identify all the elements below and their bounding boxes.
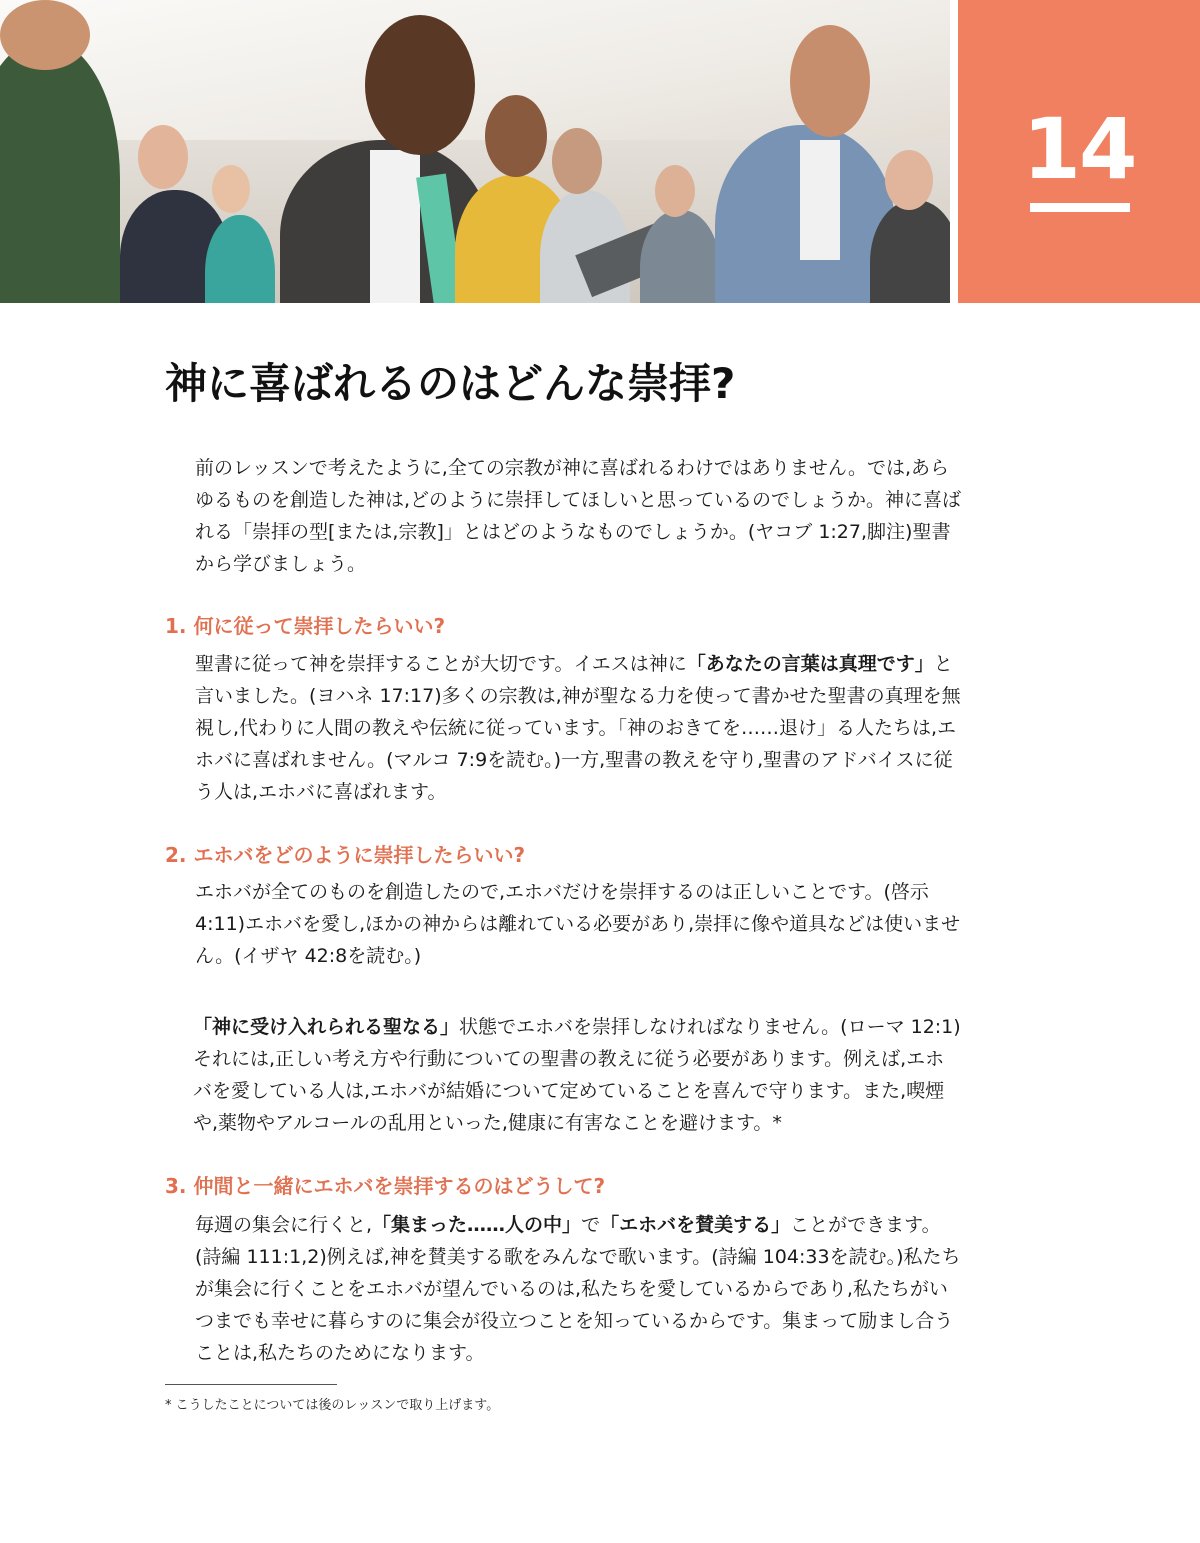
footnote-divider bbox=[165, 1384, 337, 1385]
page-title: 神に喜ばれるのはどんな崇拝? bbox=[165, 359, 736, 408]
hero-head bbox=[138, 125, 188, 189]
section-1-paragraph bbox=[195, 648, 965, 808]
section-3-paragraph bbox=[195, 1209, 965, 1369]
hero-head bbox=[552, 128, 602, 194]
section-3-text-c: で bbox=[581, 1214, 601, 1236]
section-2-paragraph-2 bbox=[193, 1011, 963, 1139]
section-2-paragraph-1: エホバが全てのものを創造したので,エホバだけを崇拝するのは正しいことです。(啓示 4:11)エホバを愛し,ほかの神からは離れている必要があり,崇拝に像や道具などは使いません。(イザヤ 42:8を読む。) bbox=[195, 881, 961, 967]
hero-head bbox=[655, 165, 695, 217]
hero-photo bbox=[0, 0, 950, 303]
section-1-text-a: 聖書に従って神を崇拝することが大切です。イエスは神に bbox=[195, 653, 687, 675]
hero-shirt bbox=[370, 150, 420, 303]
hero-head bbox=[885, 150, 933, 210]
section-3-heading: 3. 仲間と一緒にエホバを崇拝するのはどうして? bbox=[165, 1174, 606, 1198]
lesson-badge bbox=[958, 0, 1200, 303]
hero-head bbox=[485, 95, 547, 177]
section-3-text-e: ことができます。(詩編 111:1,2)例えば,神を賛美する歌をみんなで歌います。(詩編 104:33を読む。)私たちが集会に行くことをエホバが望んでいるのは,私たちを愛しているからであり,私たちがいつまでも幸せに暮らすのに集会が役立つことを知っているからです。集まって励まし合うことは,私たちのためになります。 bbox=[195, 1214, 961, 1364]
section-3-text-a: 毎週の集会に行くと, bbox=[195, 1214, 373, 1236]
lesson-number-underline bbox=[1030, 203, 1130, 212]
section-2-heading: 2. エホバをどのように崇拝したらいい? bbox=[165, 843, 526, 867]
section-1-quote: 「あなたの言葉は真理です」 bbox=[686, 653, 934, 675]
footnote: * こうしたことについては後のレッスンで取り上げます。 bbox=[165, 1398, 500, 1413]
hero-head bbox=[790, 25, 870, 137]
section-2-quote: 「神に受け入れられる聖なる」 bbox=[193, 1016, 460, 1038]
hero-head bbox=[212, 165, 250, 213]
section-3-quote-2: 「エホバを賛美する」 bbox=[600, 1214, 791, 1236]
section-2-text-b: 状態でエホバを崇拝しなければなりません。(ローマ 12:1)それには,正しい考え方や行動についての聖書の教えに従う必要があります。例えば,エホバを愛している人は,エホバが結婚について定めていることを喜んで守ります。また,喫煙や,薬物やアルコールの乱用といった,健康に有害なことを避けます。* bbox=[193, 1016, 961, 1134]
hero-shirt bbox=[800, 140, 840, 260]
hero-head bbox=[365, 15, 475, 155]
intro-paragraph: 前のレッスンで考えたように,全ての宗教が神に喜ばれるわけではありません。では,あらゆるものを創造した神は,どのように崇拝してほしいと思っているのでしょうか。神に喜ばれる「崇拝の型[または,宗教]」とはどのようなものでしょうか。(ヤコブ 1:27,脚注)聖書から学びましょう。 bbox=[195, 457, 962, 575]
hero-head bbox=[0, 0, 90, 70]
section-1-text-c: と言いました。(ヨハネ 17:17)多くの宗教は,神が聖なる力を使って書かせた聖書の真理を無視し,代わりに人間の教えや伝統に従っています。「神のおきてを……退け」る人たちは,エホバに喜ばれません。(マルコ 7:9を読む。)一方,聖書の教えを守り,聖書のアドバイスに従う人は,エホバに喜ばれます。 bbox=[195, 653, 961, 803]
section-3-quote-1: 「集まった……人の中」 bbox=[372, 1214, 582, 1236]
lesson-number: 14 bbox=[1022, 100, 1136, 198]
hero-person-bg bbox=[640, 210, 720, 303]
section-1-heading: 1. 何に従って崇拝したらいい? bbox=[165, 614, 446, 638]
